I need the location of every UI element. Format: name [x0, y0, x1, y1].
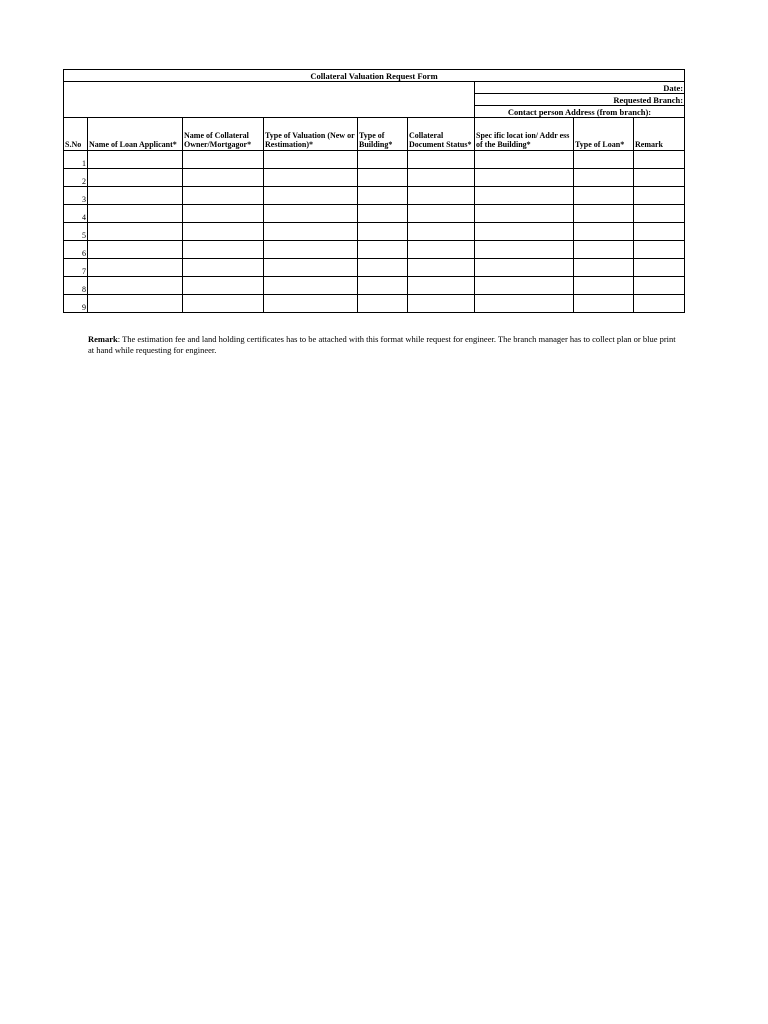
building-type-cell[interactable]: [358, 187, 408, 205]
valuation-type-cell[interactable]: [264, 223, 358, 241]
collateral-owner-cell[interactable]: [183, 295, 264, 313]
row-number: 6: [64, 241, 88, 259]
remark-cell[interactable]: [634, 241, 685, 259]
document-status-cell[interactable]: [408, 241, 475, 259]
row-number: 5: [64, 223, 88, 241]
collateral-owner-cell[interactable]: [183, 259, 264, 277]
remark-cell[interactable]: [634, 187, 685, 205]
building-type-cell[interactable]: [358, 223, 408, 241]
header-sno: S.No: [64, 118, 88, 151]
building-type-cell[interactable]: [358, 205, 408, 223]
document-status-cell[interactable]: [408, 259, 475, 277]
date-row: [64, 82, 685, 94]
table-row: [64, 187, 685, 205]
remark-cell[interactable]: [634, 259, 685, 277]
building-type-cell[interactable]: [358, 169, 408, 187]
building-type-cell[interactable]: [358, 277, 408, 295]
loan-type-cell[interactable]: [574, 187, 634, 205]
building-type-cell[interactable]: [358, 241, 408, 259]
document-status-cell[interactable]: [408, 205, 475, 223]
document-status-cell[interactable]: [408, 277, 475, 295]
collateral-owner-cell[interactable]: [183, 277, 264, 295]
table-body: [64, 151, 685, 313]
header-collateral-owner: Name of Collateral Owner/Mortgagor*: [183, 118, 264, 151]
building-type-cell[interactable]: [358, 295, 408, 313]
header-location: Spec ific locat ion/ Addr ess of the Building*: [475, 118, 574, 151]
valuation-type-cell[interactable]: [264, 295, 358, 313]
document-status-cell[interactable]: [408, 295, 475, 313]
valuation-type-cell[interactable]: [264, 277, 358, 295]
header-loan-applicant: Name of Loan Applicant*: [88, 118, 183, 151]
location-cell[interactable]: [475, 259, 574, 277]
table-row: [64, 151, 685, 169]
loan-applicant-cell[interactable]: [88, 169, 183, 187]
valuation-type-cell[interactable]: [264, 169, 358, 187]
collateral-owner-cell[interactable]: [183, 205, 264, 223]
row-number: 3: [64, 187, 88, 205]
loan-applicant-cell[interactable]: [88, 241, 183, 259]
table-row: [64, 223, 685, 241]
loan-type-cell[interactable]: [574, 259, 634, 277]
title-row: [64, 70, 685, 82]
table-row: [64, 205, 685, 223]
loan-type-cell[interactable]: [574, 277, 634, 295]
header-valuation-type: Type of Valuation (New or Restimation)*: [264, 118, 358, 151]
building-type-cell[interactable]: [358, 151, 408, 169]
loan-applicant-cell[interactable]: [88, 187, 183, 205]
location-cell[interactable]: [475, 205, 574, 223]
row-number: 4: [64, 205, 88, 223]
loan-applicant-cell[interactable]: [88, 259, 183, 277]
remark-cell[interactable]: [634, 169, 685, 187]
location-cell[interactable]: [475, 295, 574, 313]
date-label: Date:: [475, 82, 685, 94]
header-remark: Remark: [634, 118, 685, 151]
header-building-type: Type of Building*: [358, 118, 408, 151]
location-cell[interactable]: [475, 187, 574, 205]
collateral-owner-cell[interactable]: [183, 151, 264, 169]
table-row: [64, 169, 685, 187]
document-status-cell[interactable]: [408, 223, 475, 241]
loan-type-cell[interactable]: [574, 205, 634, 223]
table-row: [64, 241, 685, 259]
contact-address-label: Contact person Address (from branch):: [475, 106, 685, 118]
header-document-status: Collateral Document Status*: [408, 118, 475, 151]
remark-text: : The estimation fee and land holding certificates has to be attached with this format while request for engineer. The branch manager has to collect plan or blue print at hand while requesting for engineer.: [88, 334, 676, 355]
header-loan-type: Type of Loan*: [574, 118, 634, 151]
loan-applicant-cell[interactable]: [88, 277, 183, 295]
collateral-owner-cell[interactable]: [183, 187, 264, 205]
header-row: [64, 118, 685, 151]
valuation-type-cell[interactable]: [264, 205, 358, 223]
remark-note: [88, 334, 678, 356]
valuation-request-table: [63, 69, 685, 313]
table-row: [64, 259, 685, 277]
valuation-type-cell[interactable]: [264, 151, 358, 169]
document-status-cell[interactable]: [408, 187, 475, 205]
row-number: 2: [64, 169, 88, 187]
collateral-owner-cell[interactable]: [183, 169, 264, 187]
table-row: [64, 277, 685, 295]
loan-applicant-cell[interactable]: [88, 295, 183, 313]
loan-applicant-cell[interactable]: [88, 223, 183, 241]
requested-branch-label: Requested Branch:: [475, 94, 685, 106]
building-type-cell[interactable]: [358, 259, 408, 277]
remark-cell[interactable]: [634, 295, 685, 313]
table-row: [64, 295, 685, 313]
collateral-owner-cell[interactable]: [183, 241, 264, 259]
loan-applicant-cell[interactable]: [88, 205, 183, 223]
row-number: 1: [64, 151, 88, 169]
valuation-type-cell[interactable]: [264, 187, 358, 205]
form-title: Collateral Valuation Request Form: [64, 70, 685, 82]
location-cell[interactable]: [475, 223, 574, 241]
remark-cell[interactable]: [634, 223, 685, 241]
row-number: 8: [64, 277, 88, 295]
location-cell[interactable]: [475, 241, 574, 259]
valuation-type-cell[interactable]: [264, 259, 358, 277]
remark-cell[interactable]: [634, 277, 685, 295]
document-status-cell[interactable]: [408, 151, 475, 169]
remark-cell[interactable]: [634, 205, 685, 223]
location-cell[interactable]: [475, 169, 574, 187]
location-cell[interactable]: [475, 277, 574, 295]
remark-label: Remark: [88, 334, 118, 344]
row-number: 9: [64, 295, 88, 313]
loan-applicant-cell[interactable]: [88, 151, 183, 169]
loan-type-cell[interactable]: [574, 241, 634, 259]
loan-type-cell[interactable]: [574, 223, 634, 241]
loan-type-cell[interactable]: [574, 295, 634, 313]
row-number: 7: [64, 259, 88, 277]
loan-type-cell[interactable]: [574, 169, 634, 187]
collateral-owner-cell[interactable]: [183, 223, 264, 241]
location-cell[interactable]: [475, 151, 574, 169]
valuation-type-cell[interactable]: [264, 241, 358, 259]
loan-type-cell[interactable]: [574, 151, 634, 169]
remark-cell[interactable]: [634, 151, 685, 169]
document-status-cell[interactable]: [408, 169, 475, 187]
blank-meta-area: [64, 82, 475, 118]
